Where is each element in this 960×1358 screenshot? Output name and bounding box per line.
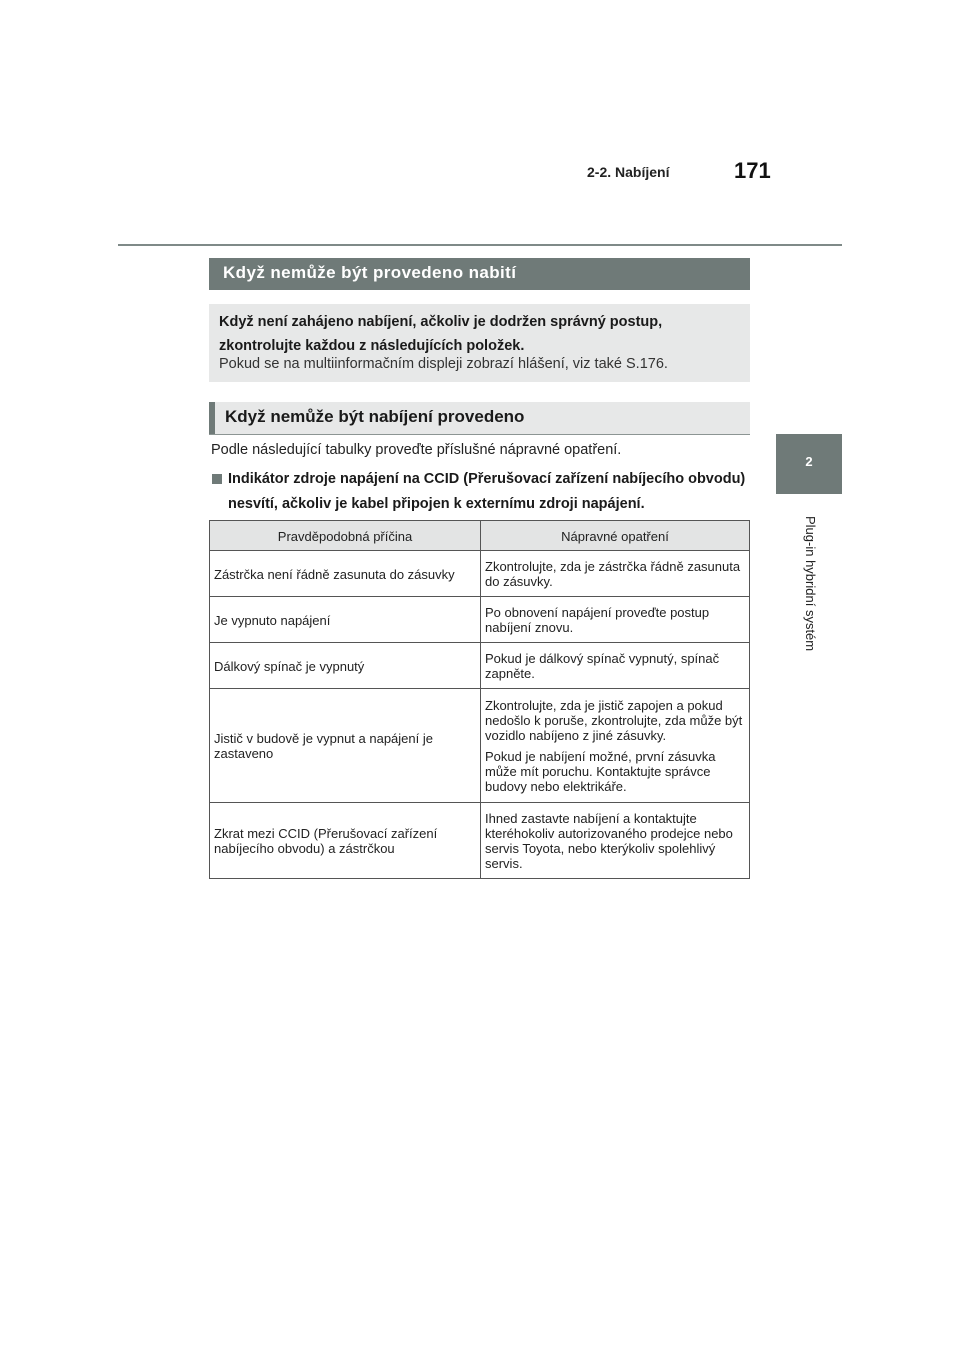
header-divider	[118, 244, 842, 246]
section-label: 2-2. Nabíjení	[587, 164, 670, 180]
section-title: Když nemůže být provedeno nabití	[223, 263, 517, 282]
info-reference-text: Pokud se na multiinformačním displeji zobrazí hlášení, viz také S.176.	[219, 356, 668, 372]
header-remedy: Nápravné opatření	[481, 521, 750, 551]
subsection-title: Když nemůže být nabíjení provedeno	[225, 407, 525, 426]
chapter-number: 2	[805, 454, 813, 469]
table-row	[210, 597, 750, 643]
cause-cell: Zástrčka není řádně zasunuta do zásuvky	[210, 551, 481, 597]
remedy-cell	[481, 551, 750, 597]
remedy-cell	[481, 689, 750, 803]
table-row	[210, 643, 750, 689]
chapter-tab	[776, 434, 842, 494]
table-row	[210, 689, 750, 803]
table-row	[210, 803, 750, 879]
bullet-square-icon	[212, 474, 222, 484]
info-bold-text: Když není zahájeno nabíjení, ačkoliv je dodržen správný postup, zkontrolujte každou z následujících položek.	[219, 314, 663, 354]
cause-cell: Zkrat mezi CCID (Přerušovací zařízení nabíjecího obvodu) a zástrčkou	[210, 803, 481, 879]
remedy-text: Pokud je dálkový spínač vypnutý, spínač zapněte.	[485, 651, 720, 681]
intro-text: Podle následující tabulky proveďte příslušné nápravné opatření.	[211, 442, 622, 458]
troubleshooting-table	[209, 520, 750, 879]
remedy-text: Zkontrolujte, zda je zástrčka řádně zasunuta do zásuvky.	[485, 559, 741, 589]
remedy-cell	[481, 803, 750, 879]
table-row	[210, 551, 750, 597]
subsection-title-bar	[209, 402, 750, 434]
remedy-text: Po obnovení napájení proveďte postup nabíjení znovu.	[485, 605, 710, 635]
header-cause: Pravděpodobná příčina	[210, 521, 481, 551]
remedy-cell	[481, 643, 750, 689]
cause-cell: Jistič v budově je vypnut a napájení je zastaveno	[210, 689, 481, 803]
subsection-accent	[209, 402, 215, 434]
cause-cell: Dálkový spínač je vypnutý	[210, 643, 481, 689]
remedy-text: Pokud je nabíjení možné, první zásuvka může mít poruchu. Kontaktujte správce budovy nebo elektrikáře.	[485, 749, 716, 794]
page-number: 171	[734, 158, 771, 183]
section-title-bar	[209, 258, 750, 290]
cause-cell: Je vypnuto napájení	[210, 597, 481, 643]
chapter-title: Plug-in hybridní systém	[803, 516, 818, 652]
info-box	[209, 304, 750, 382]
table-header-row	[210, 521, 750, 551]
subsection-divider	[209, 434, 750, 435]
remedy-text: Ihned zastavte nabíjení a kontaktujte kteréhokoliv autorizovaného prodejce nebo servis Toyota, nebo kterýkoliv spolehlivý servis.	[485, 811, 733, 871]
remedy-text: Zkontrolujte, zda je jistič zapojen a pokud nedošlo k poruše, zkontrolujte, zda může být vozidlo nabíjeno z jiné zásuvky.	[485, 698, 743, 743]
remedy-cell	[481, 597, 750, 643]
bullet-heading: Indikátor zdroje napájení na CCID (Přerušovací zařízení nabíjecího obvodu) nesvítí, ačkoliv je kabel připojen k externímu zdroji napájení.	[228, 471, 746, 512]
